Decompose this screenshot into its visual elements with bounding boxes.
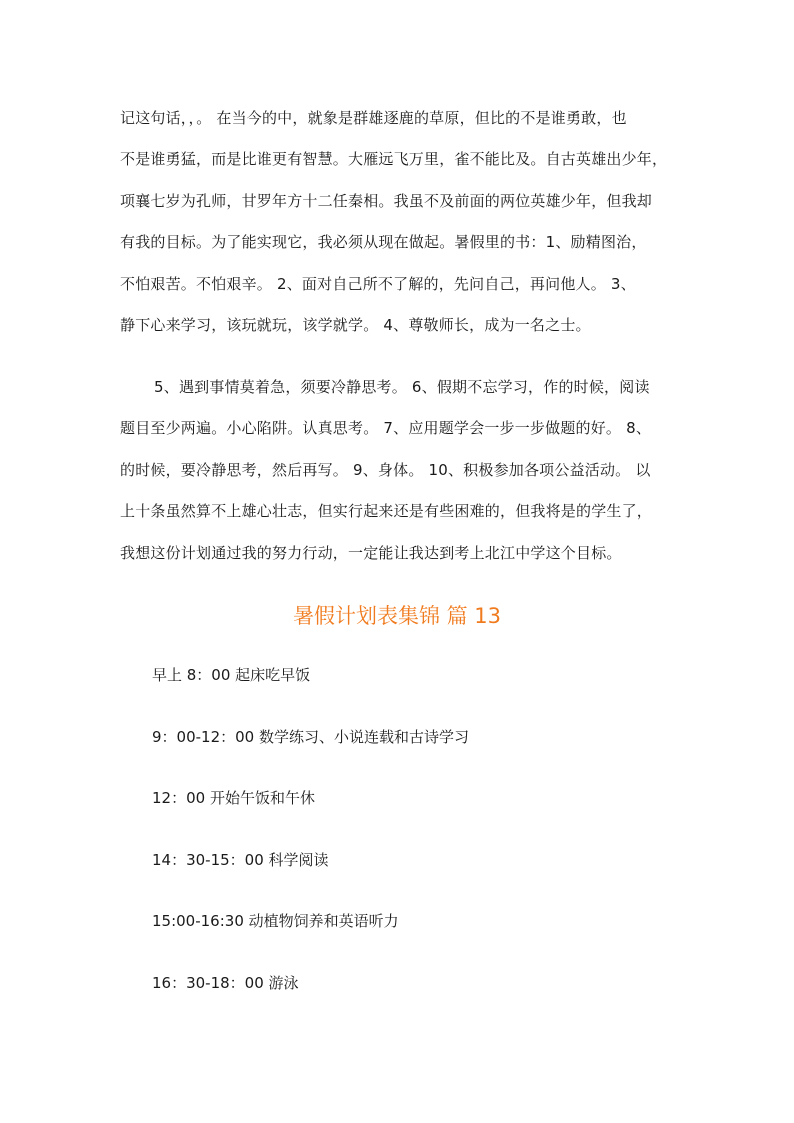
- paragraph-line: 5、遇到事情莫着急，须要冷静思考。 6、假期不忘学习，作的时候，阅读: [154, 378, 650, 396]
- paragraph-line: 我想这份计划通过我的努力行动，一定能让我达到考上北江中学这个目标。: [120, 543, 622, 562]
- schedule-item: 早上 8：00 起床吃早饭: [152, 666, 311, 684]
- schedule-list: [152, 657, 469, 1027]
- schedule-item: 16：30-18：00 游泳: [152, 973, 299, 992]
- paragraph-line: 题目至少两遍。小心陷阱。认真思考。 7、应用题学会一步一步做题的好。 8、: [120, 419, 652, 438]
- paragraph-line: 的时候，要冷静思考，然后再写。 9、身体。 10、积极参加各项公益活动。 以: [120, 460, 651, 479]
- paragraph-line: 静下心来学习，该玩就玩，该学就学。 4、尊敬师长，成为一名之士。: [120, 315, 591, 334]
- schedule-item: 15:00-16:30 动植物饲养和英语听力: [152, 912, 399, 931]
- paragraph-line: 不怕艰苦。不怕艰辛。 2、面对自己所不了解的，先问自己，再问他人。 3、: [120, 274, 636, 293]
- schedule-item: 9：00-12：00 数学练习、小说连载和古诗学习: [152, 727, 469, 746]
- paragraph-line: 有我的目标。为了能实现它，我必须从现在做起。暑假里的书：1、励精图治，: [120, 233, 647, 252]
- paragraph-line: 上十条虽然算不上雄心壮志，但实行起来还是有些困难的，但我将是的学生了，: [120, 502, 653, 521]
- schedule-item: 14：30-15：00 科学阅读: [152, 850, 329, 869]
- paragraph-line: 项襄七岁为孔师，甘罗年方十二任秦相。我虽不及前面的两位英雄少年，但我却: [120, 191, 653, 210]
- schedule-item: 12：00 开始午饭和午休: [152, 789, 315, 808]
- body-paragraph-1: [120, 98, 676, 346]
- paragraph-line: 记这句话，，。 在当今的中，就象是群雄逐鹿的草原，但比的不是谁勇敢，也: [120, 109, 627, 127]
- section-title: 暑假计划表集锦 篇 13: [292, 604, 502, 628]
- paragraph-line: 不是谁勇猛，而是比谁更有智慧。大雁远飞万里，雀不能比及。自古英雄出少年，: [120, 150, 668, 169]
- body-paragraph-2: [120, 367, 676, 574]
